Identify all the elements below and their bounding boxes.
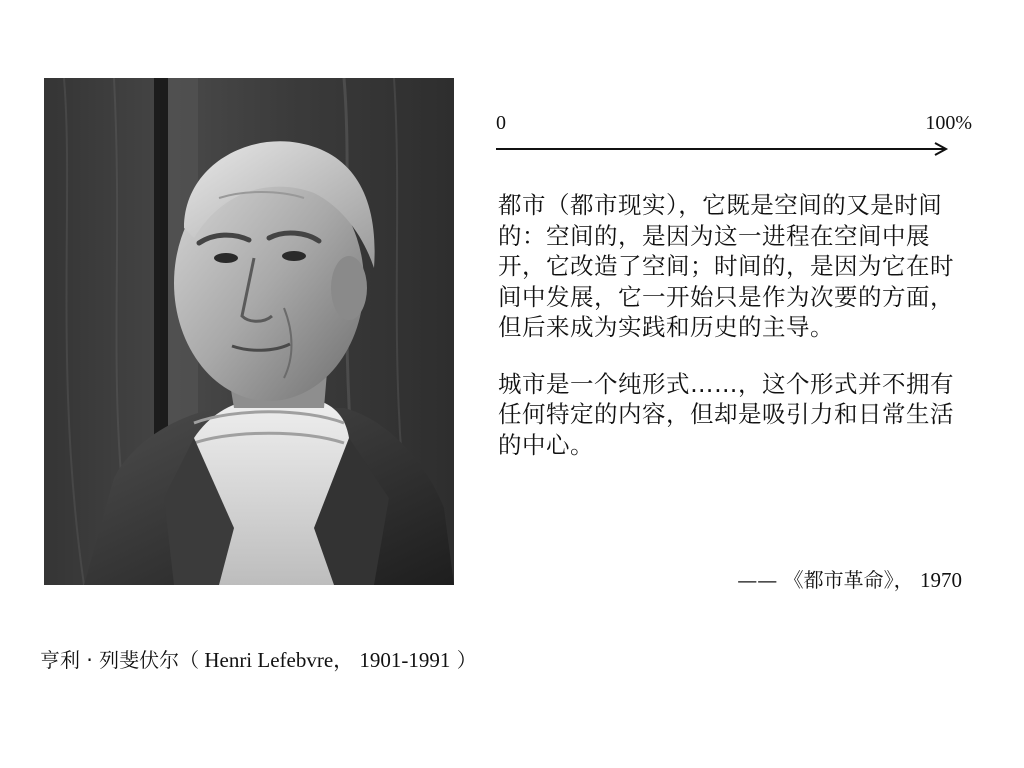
portrait-illustration: [44, 78, 454, 585]
caption-years: 1901-1991: [354, 648, 451, 672]
caption-chinese-name: 亨利 · 列斐伏尔（: [40, 648, 200, 672]
arrow-icon: [494, 142, 954, 156]
quote-source: [737, 564, 962, 593]
source-title: —— 《都市革命》，: [737, 568, 914, 592]
caption-english-name: Henri Lefebvre，: [199, 648, 355, 672]
quote-paragraph-2: 城市是一个纯形式……，这个形式并不拥有任何特定的内容，但却是吸引力和日常生活的中心。: [498, 369, 954, 459]
caption-close: ）: [450, 648, 477, 672]
quote-block: [498, 190, 966, 486]
scale-start-label: 0: [496, 112, 506, 134]
portrait-photo: [44, 78, 454, 585]
portrait-caption: [40, 644, 477, 674]
source-year: 1970: [920, 568, 962, 592]
progress-scale: [494, 112, 974, 162]
scale-end-label: 100%: [925, 112, 972, 134]
quote-paragraph-1: 都市（都市现实），它既是空间的又是时间的：空间的，是因为这一进程在空间中展开，它改造了空间；时间的，是因为它在时间中发展，它一开始只是作为次要的方面，但后来成为实践和历史的主导。: [498, 191, 954, 341]
